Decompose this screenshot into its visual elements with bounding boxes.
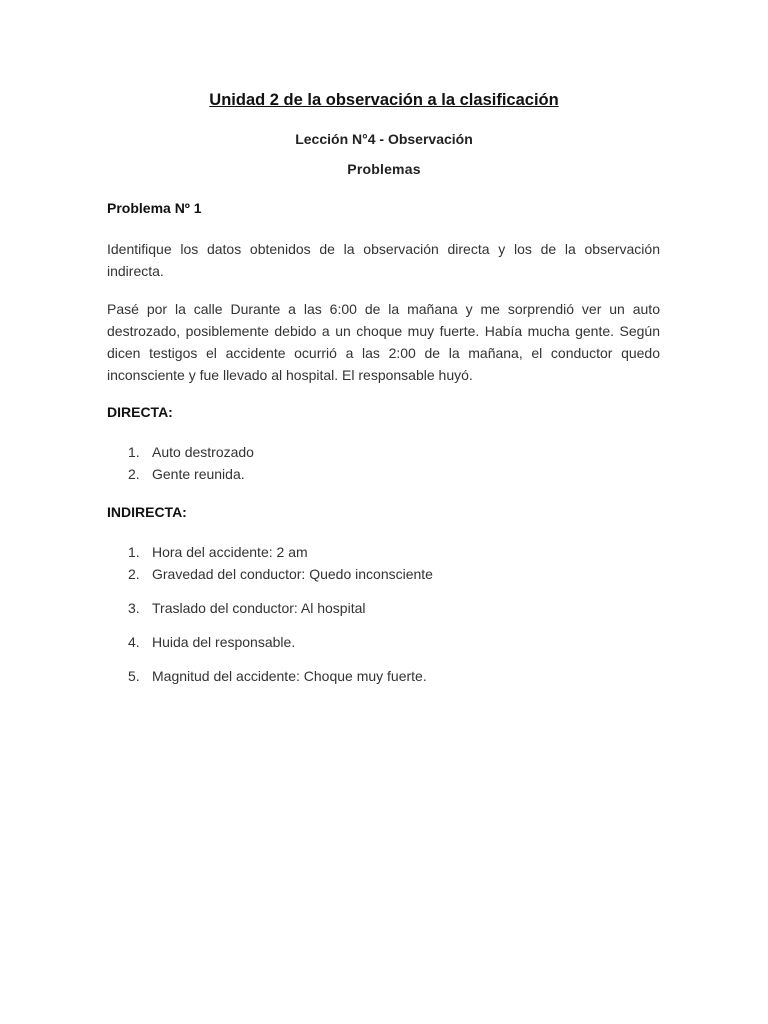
list-item [107,631,660,653]
list-text: Hora del accidente: 2 am [152,544,308,560]
scenario-paragraph: Pasé por la calle Durante a las 6:00 de la mañana y me sorprendió ver un auto destrozado, posiblemente debido a un choque muy fuerte. Había mucha gente. Según dicen testigos el accidente ocurrió a las 2:00 de la mañana, el conductor quedo inconsciente y fue llevado al hospital. El responsable huyó. [107,301,660,383]
list-number: 1. [128,444,140,460]
direct-heading: DIRECTA: [107,404,173,420]
list-number: 4. [128,634,140,650]
list-item [107,597,660,619]
list-item [107,463,660,485]
list-text: Gravedad del conductor: Quedo inconsciente [152,566,433,582]
list-item [107,665,660,687]
list-number: 2. [128,466,140,482]
instruction-paragraph: Identifique los datos obtenidos de la observación directa y los de la observación indirecta. [107,241,660,279]
indirect-heading: INDIRECTA: [107,504,187,520]
section-heading: Problemas [347,161,421,177]
list-number: 2. [128,566,140,582]
list-text: Huida del responsable. [152,634,296,650]
list-item [107,563,660,585]
list-number: 5. [128,668,140,684]
document-title: Unidad 2 de la observación a la clasificación [209,91,559,109]
direct-list [107,441,660,485]
list-text: Magnitud del accidente: Choque muy fuerte. [152,668,427,684]
indirect-list [107,541,660,687]
lesson-heading: Lección N°4 - Observación [295,131,473,147]
list-text: Gente reunida. [152,466,245,482]
list-number: 1. [128,544,140,560]
list-number: 3. [128,600,140,616]
list-text: Traslado del conductor: Al hospital [152,600,366,616]
list-item [107,541,660,563]
list-text: Auto destrozado [152,444,254,460]
problem-heading: Problema Nº 1 [107,200,202,216]
list-item [107,441,660,463]
